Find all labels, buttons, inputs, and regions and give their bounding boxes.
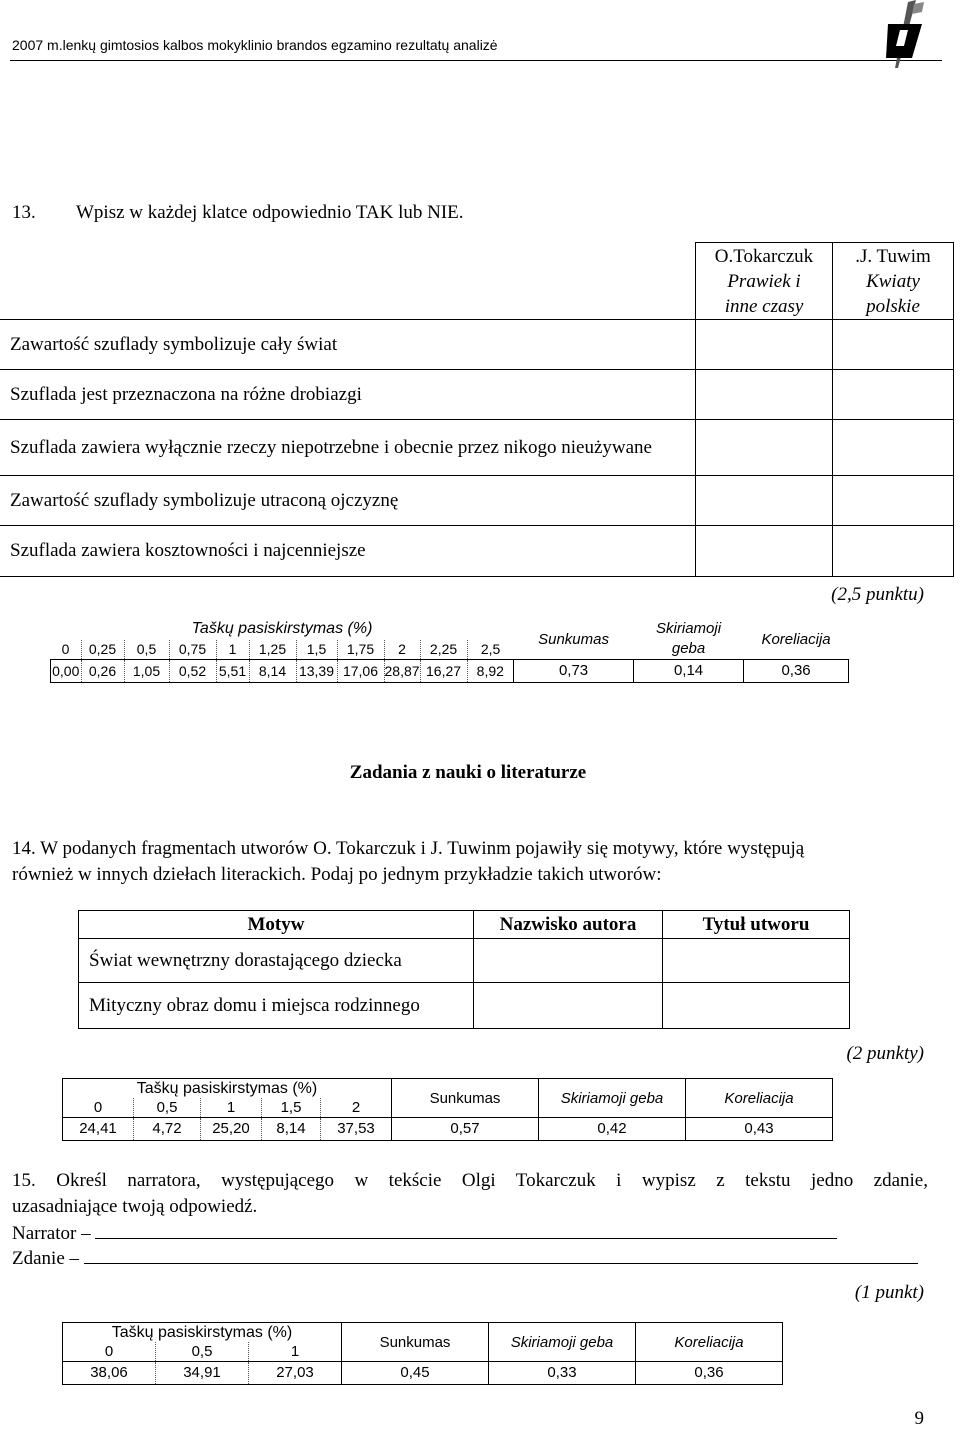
q13-statement: Szuflada zawiera wyłącznie rzeczy niepotrzebne i obecnie przez nikogo nieużywane: [0, 420, 696, 476]
q13-score-cell: 2,25: [420, 640, 467, 660]
q15-narrator-row: [12, 1220, 837, 1247]
q15-skiriamoji-value: 0,33: [489, 1362, 636, 1385]
q13-col2-title1: Kwiaty: [866, 270, 920, 292]
q13-skiriamoji-label-2: geba: [671, 640, 706, 657]
q14-score-cell: 0,5: [134, 1098, 201, 1118]
q14-motif: Świat wewnętrzny dorastającego dziecka: [79, 939, 474, 983]
q15-koreliacija-label: Koreliacija: [636, 1323, 783, 1362]
q15-stats-table: [62, 1322, 783, 1385]
q14-score-cell: 0: [63, 1098, 134, 1118]
q14-koreliacija-value: 0,43: [686, 1118, 833, 1141]
page-number: 9: [914, 1408, 924, 1429]
q14-text-line2: również w innych dziełach literackich. Podaj po jednym przykładzie takich utworów:: [12, 864, 662, 885]
q13-score-cell: 1,5: [296, 640, 337, 660]
q13-statement: Szuflada jest przeznaczona na różne drobiazgi: [0, 370, 696, 420]
q14-header-motyw: Motyw: [79, 911, 474, 939]
q14-points: (2 punkty): [846, 1043, 924, 1064]
q14-koreliacija-label: Koreliacija: [686, 1079, 833, 1118]
section-title: Zadania z nauki o literaturze: [349, 762, 587, 783]
q15-text-line1: 15. Określ narratora, występującego w tekście Olgi Tokarczuk i wypisz z tekstu jedno zdanie,: [12, 1170, 928, 1191]
header-divider: [10, 60, 942, 61]
q15-narrator-label: Narrator –: [12, 1223, 91, 1244]
q13-score-cell: 0,75: [169, 640, 216, 660]
q13-number: 13.: [12, 202, 36, 223]
q14-percent-cell: 4,72: [134, 1118, 201, 1141]
q13-percent-cell: 0,26: [81, 660, 124, 683]
q13-percent-cell: 0,52: [169, 660, 216, 683]
q14-skiriamoji-value: 0,42: [539, 1118, 686, 1141]
q13-score-cell: 2,5: [467, 640, 514, 660]
q14-score-cell: 1,5: [262, 1098, 321, 1118]
q14-percent-cell: 25,20: [201, 1118, 262, 1141]
q13-percent-cell: 13,39: [296, 660, 337, 683]
q13-percent-cell: 1,05: [124, 660, 169, 683]
q13-answer-box[interactable]: [696, 320, 833, 370]
q14-stats-table: [62, 1078, 833, 1141]
q13-col1-author: O.Tokarczuk: [714, 245, 814, 267]
q15-zdanie-row: [12, 1245, 918, 1272]
q14-sunkumas-value: 0,57: [392, 1118, 539, 1141]
q13-percent-cell: 5,51: [216, 660, 249, 683]
q14-motif: Mityczny obraz domu i miejsca rodzinnego: [79, 983, 474, 1029]
header-title: 2007 m.lenkų gimtosios kalbos mokyklinio brandos egzamino rezultatų analizė: [12, 37, 498, 53]
q14-title-answer[interactable]: [663, 983, 850, 1029]
q13-score-cell: 2: [384, 640, 420, 660]
q13-statement: Zawartość szuflady symbolizuje utraconą ojczyznę: [0, 476, 696, 526]
q15-koreliacija-value: 0,36: [636, 1362, 783, 1385]
q14-score-cell: 2: [321, 1098, 392, 1118]
q15-skiriamoji-label: Skiriamoji geba: [489, 1323, 636, 1362]
q15-zdanie-answer-line[interactable]: [84, 1245, 918, 1264]
q13-col2-title2: polskie: [866, 295, 920, 317]
q14-author-answer[interactable]: [474, 939, 663, 983]
q15-text-line2: uzasadniające twoją odpowiedź.: [12, 1196, 258, 1217]
q15-score-cell: 0: [63, 1342, 156, 1362]
q15-sunkumas-value: 0,45: [342, 1362, 489, 1385]
q13-score-cell: 0: [61, 640, 70, 657]
q13-table: [0, 242, 954, 577]
q15-score-cell: 1: [249, 1342, 342, 1362]
q13-statement: Zawartość szuflady symbolizuje cały świat: [0, 320, 696, 370]
q13-statement: Szuflada zawiera kosztowności i najcenniejsze: [0, 526, 696, 577]
q13-header-blank: [0, 243, 696, 320]
q13-score-cell: 1: [216, 640, 249, 660]
q15-percent-cell: 34,91: [156, 1362, 249, 1385]
q13-points: (2,5 punktu): [831, 584, 924, 605]
q14-percent-cell: 8,14: [262, 1118, 321, 1141]
q13-col2-author: .J. Tuwim: [855, 245, 931, 267]
q13-koreliacija-value: 0,36: [744, 660, 849, 683]
q15-percent-cell: 38,06: [63, 1362, 156, 1385]
q15-score-cell: 0,5: [156, 1342, 249, 1362]
exam-logo-icon: [878, 0, 930, 70]
q15-percent-cell: 27,03: [249, 1362, 342, 1385]
q14-author-answer[interactable]: [474, 983, 663, 1029]
q13-skiriamoji-label-1: Skiriamoji: [656, 620, 722, 637]
q14-percent-cell: 37,53: [321, 1118, 392, 1141]
q13-col1-title2: inne czasy: [724, 295, 804, 317]
q14-header-tytul: Tytuł utworu: [663, 911, 850, 939]
q13-skiriamoji-value: 0,14: [634, 660, 744, 683]
q13-score-cell: 1,25: [249, 640, 296, 660]
q14-percent-cell: 24,41: [63, 1118, 134, 1141]
q13-header-tokarczuk: [696, 243, 833, 320]
q15-stats-header: Taškų pasiskirstymas (%): [63, 1323, 342, 1343]
q13-skiriamoji-label: [634, 619, 744, 660]
q14-table: [78, 910, 850, 1029]
q14-text-line1: 14. W podanych fragmentach utworów O. Tokarczuk i J. Tuwinm pojawiły się motywy, które występują: [12, 838, 805, 859]
q14-stats-header: Taškų pasiskirstymas (%): [63, 1079, 392, 1099]
q13-instruction: Wpisz w każdej klatce odpowiednio TAK lub NIE.: [76, 202, 464, 223]
q13-koreliacija-label: Koreliacija: [761, 630, 831, 648]
q13-percent-cell: 16,27: [420, 660, 467, 683]
q15-points: (1 punkt): [854, 1282, 924, 1303]
q13-stats-table: [50, 619, 849, 683]
q14-title-answer[interactable]: [663, 939, 850, 983]
q13-percent-cell: 28,87: [384, 660, 420, 683]
q13-sunkumas-value: 0,73: [514, 660, 634, 683]
q13-answer-box[interactable]: [833, 420, 954, 476]
q15-narrator-answer-line[interactable]: [95, 1220, 837, 1239]
q14-skiriamoji-label: Skiriamoji geba: [539, 1079, 686, 1118]
q15-sunkumas-label: Sunkumas: [342, 1323, 489, 1362]
q13-percent-cell: 17,06: [337, 660, 384, 683]
q13-answer-box[interactable]: [696, 476, 833, 526]
q13-answer-box[interactable]: [833, 320, 954, 370]
q15-zdanie-label: Zdanie –: [12, 1248, 80, 1269]
q14-header-autor: Nazwisko autora: [474, 911, 663, 939]
q13-percent-cell: 0,00: [51, 660, 82, 683]
q13-answer-box[interactable]: [696, 370, 833, 420]
q13-answer-box[interactable]: [833, 476, 954, 526]
q13-percent-cell: 8,92: [467, 660, 514, 683]
q13-answer-box[interactable]: [833, 370, 954, 420]
q13-score-cell: 1,75: [337, 640, 384, 660]
q14-sunkumas-label: Sunkumas: [392, 1079, 539, 1118]
q13-stats-header: Taškų pasiskirstymas (%): [191, 620, 373, 638]
q13-header-tuwim: [833, 243, 954, 320]
q13-score-cell: 0,25: [81, 640, 124, 660]
q13-percent-cell: 8,14: [249, 660, 296, 683]
q13-answer-box[interactable]: [696, 420, 833, 476]
q13-score-cell: 0,5: [124, 640, 169, 660]
q14-score-cell: 1: [201, 1098, 262, 1118]
q13-answer-box[interactable]: [833, 526, 954, 577]
q13-col1-title1: Prawiek i: [727, 270, 801, 292]
q13-sunkumas-label: Sunkumas: [538, 630, 609, 648]
q13-answer-box[interactable]: [696, 526, 833, 577]
